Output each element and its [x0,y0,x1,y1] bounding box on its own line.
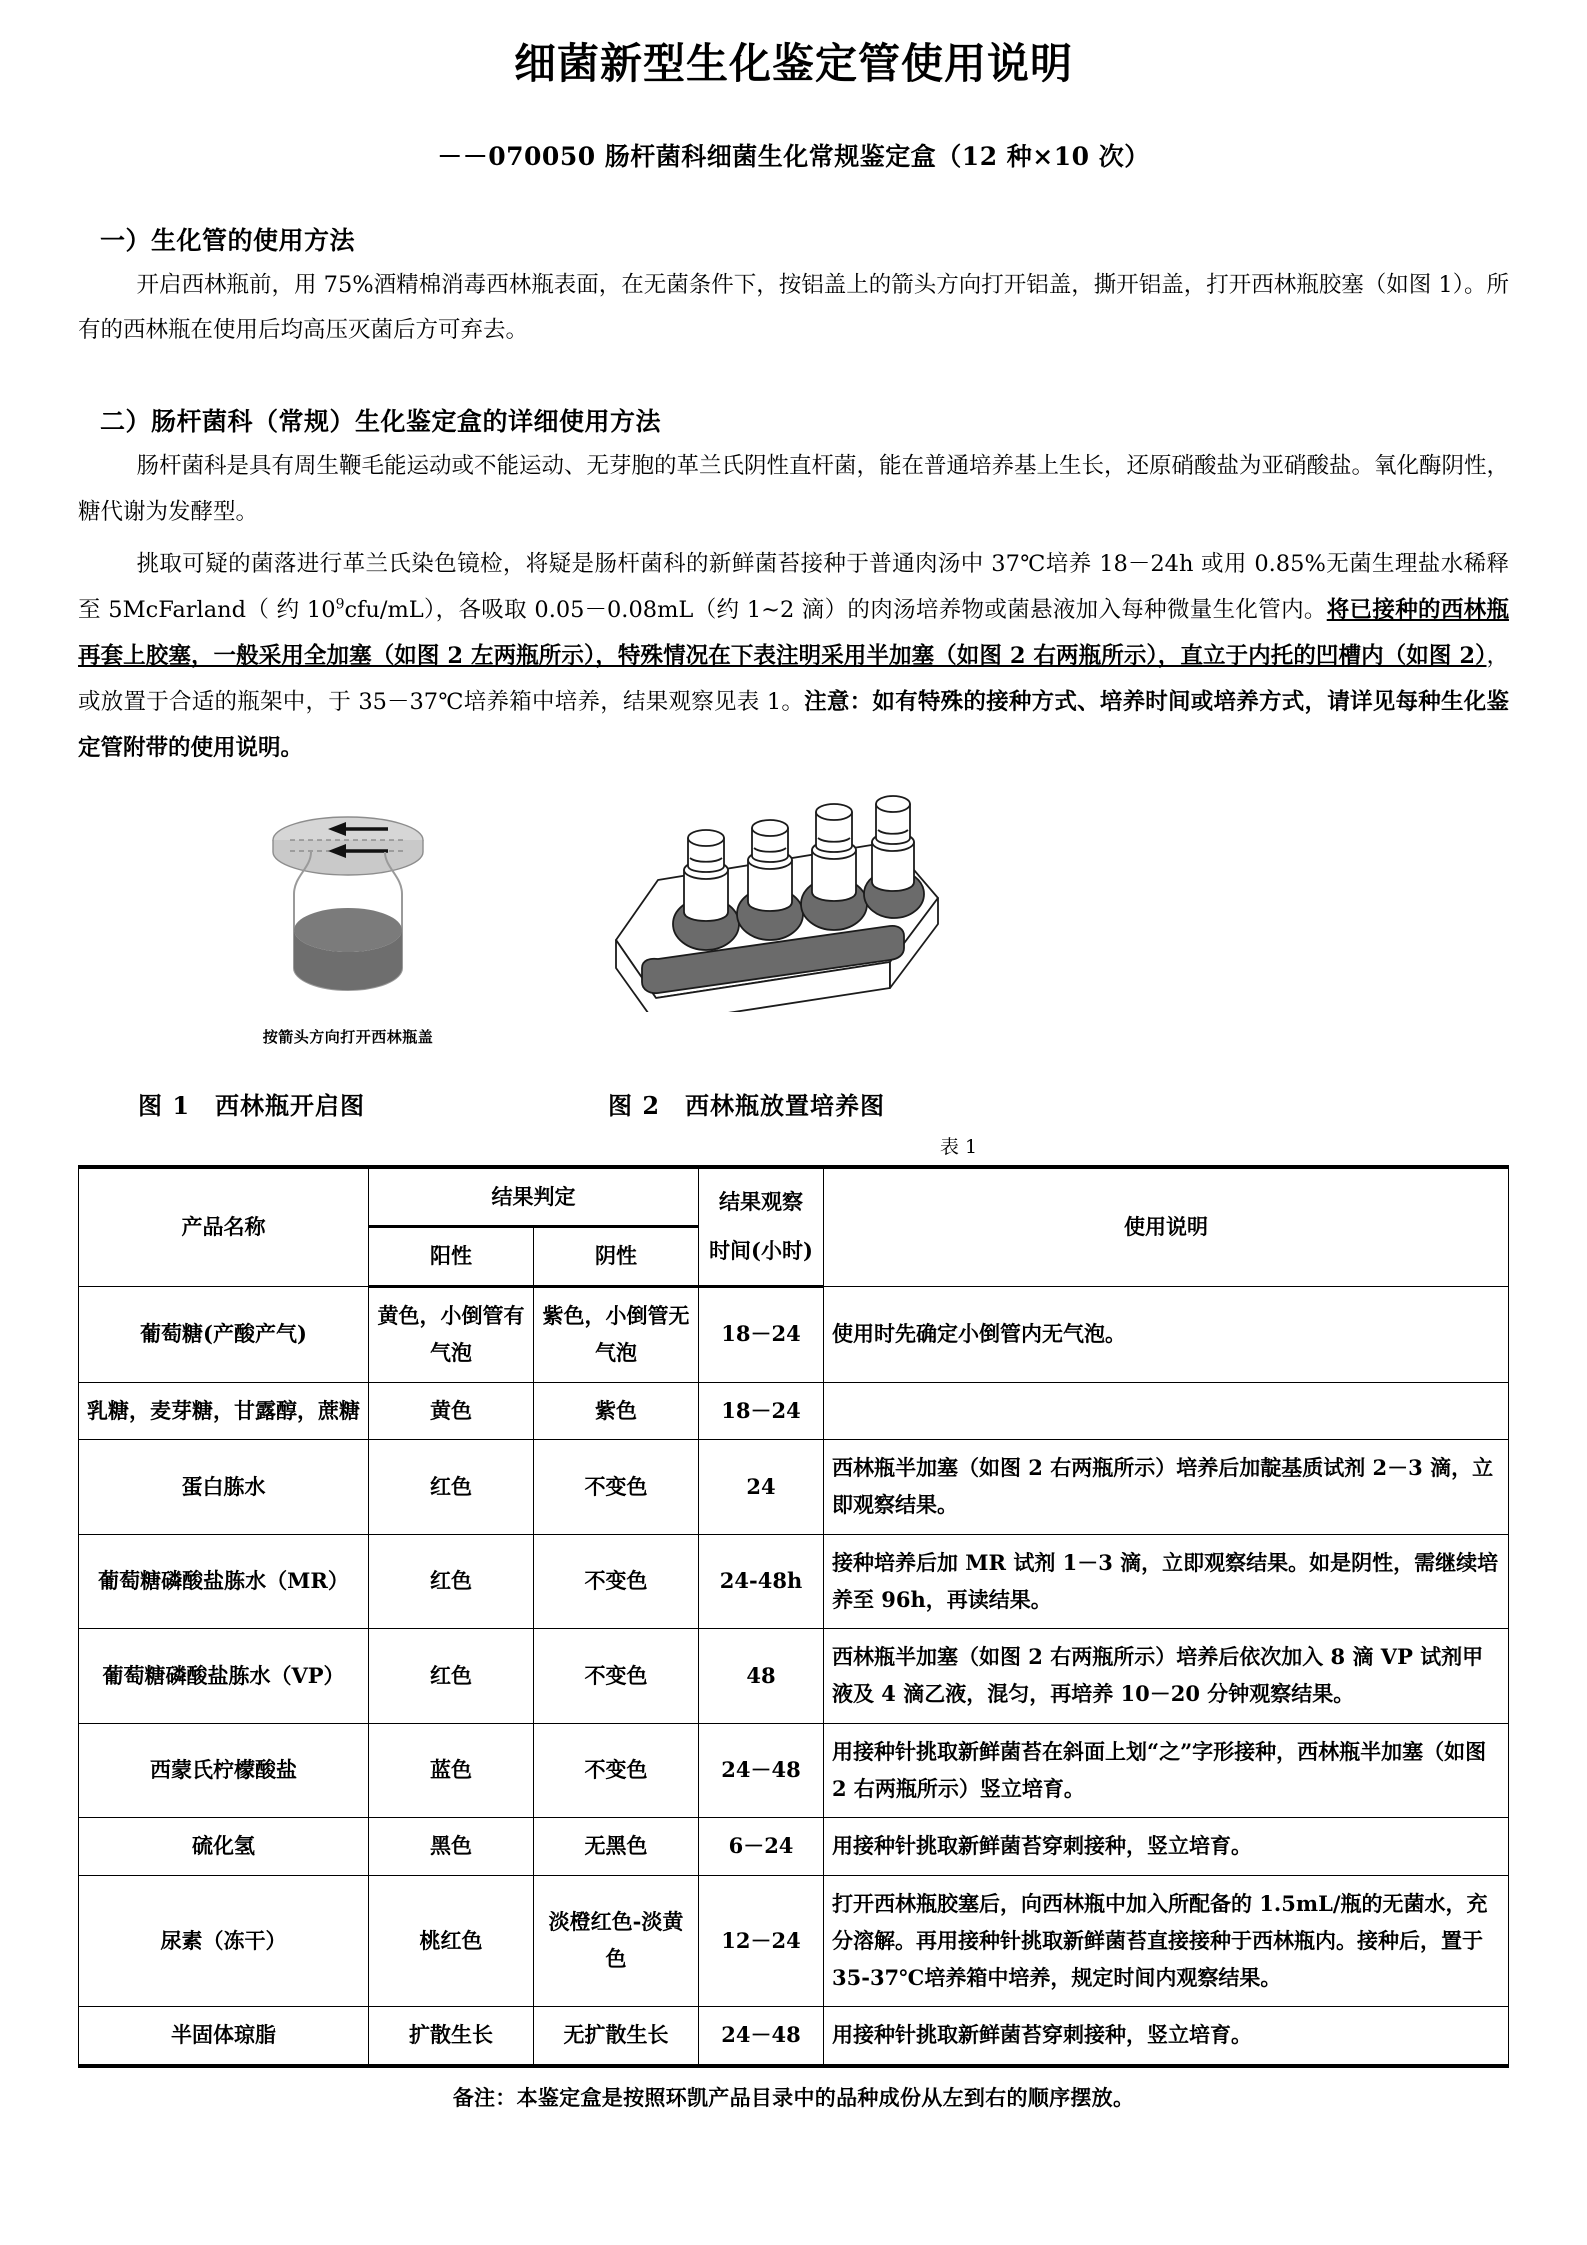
identification-table [78,1165,1509,2069]
cell-negative: 无扩散生长 [534,2007,699,2066]
cell-negative: 不变色 [534,1723,699,1818]
section-2-paragraph-1: 肠杆菌科是具有周生鞭毛能运动或不能运动、无芽胞的革兰氏阴性直杆菌，能在普通培养基上生长，还原硝酸盐为亚硝酸盐。氧化酶阴性，糖代谢为发酵型。 [78,453,1510,526]
cell-negative: 不变色 [534,1629,699,1724]
cell-time: 24 [699,1440,824,1535]
cell-instruction: 用接种针挑取新鲜菌苔穿刺接种，竖立培育。 [824,2007,1509,2066]
header-observe-time: 时间(小时) [699,1227,824,1287]
cell-positive: 蓝色 [369,1723,534,1818]
cell-positive: 红色 [369,1534,534,1629]
cell-instruction: 打开西林瓶胶塞后，向西林瓶中加入所配备的 1.5mL/瓶的无菌水，充分溶解。再用接种针挑取新鲜菌苔直接接种于西林瓶内。接种后，置于 35-37℃培养箱中培养，规定时间内观察结果。 [824,1876,1509,2007]
para2-note: 注意：如有特殊的接种方式、培养时间或培养方式，请详见每种生化鉴定管附带的使用说明。 [78,688,1509,761]
table-body [79,1287,1509,2067]
header-product: 产品名称 [79,1167,369,1287]
cell-instruction: 接种培养后加 MR 试剂 1－3 滴，立即观察结果。如是阴性，需继续培养至 96h，再读结果。 [824,1534,1509,1629]
cell-product: 半固体琼脂 [79,2007,369,2066]
cell-instruction: 用接种针挑取新鲜菌苔在斜面上划“之”字形接种，西林瓶半加塞（如图 2 右两瓶所示）竖立培育。 [824,1723,1509,1818]
figure-2-caption: 图 2 西林瓶放置培养图 [608,1090,886,1120]
cell-product: 西蒙氏柠檬酸盐 [79,1723,369,1818]
cell-time: 18－24 [699,1382,824,1440]
cell-time: 6－24 [699,1818,824,1876]
cell-instruction: 用接种针挑取新鲜菌苔穿刺接种，竖立培育。 [824,1818,1509,1876]
cell-instruction: 使用时先确定小倒管内无气泡。 [824,1287,1509,1383]
cell-time: 24－48 [699,1723,824,1818]
header-instructions: 使用说明 [824,1167,1509,1287]
cell-instruction: 西林瓶半加塞（如图 2 右两瓶所示）培养后依次加入 8 滴 VP 试剂甲液及 4 滴乙液，混匀，再培养 10－20 分钟观察结果。 [824,1629,1509,1724]
figure-1 [198,790,498,1047]
table-row [79,2007,1509,2066]
table-row [79,1629,1509,1724]
section-1-heading: 一）生化管的使用方法 [100,225,356,255]
table-header-row-1 [79,1167,1509,1227]
header-positive: 阳性 [369,1227,534,1287]
table-row [79,1876,1509,2007]
cell-positive: 红色 [369,1440,534,1535]
figure-1-inner-caption: 按箭头方向打开西林瓶盖 [262,1027,434,1046]
cell-product: 硫化氢 [79,1818,369,1876]
cell-product: 葡萄糖磷酸盐胨水（VP） [79,1629,369,1724]
para2-part1: 挑取可疑的菌落进行革兰氏染色镜检，将疑是肠杆菌科的新鲜菌苔接种于普通肉汤中 37℃培养 18－24h 或用 0.85%无菌生理盐水稀释至 5McFarland（ 约 10 [78,551,1509,623]
figure-2 [538,762,958,1016]
table-row [79,1382,1509,1440]
para2-exponent: 9 [335,596,345,613]
cell-positive: 黄色，小倒管有气泡 [369,1287,534,1383]
table-footnote: 备注：本鉴定盒是按照环凯产品目录中的品种成份从左到右的顺序摆放。 [452,2085,1135,2111]
header-observe: 结果观察 [699,1167,824,1227]
cell-product: 葡萄糖磷酸盐胨水（MR） [79,1534,369,1629]
cell-positive: 黄色 [369,1382,534,1440]
page-subtitle: －－070050 肠杆菌科细菌生化常规鉴定盒（12 种×10 次） [437,141,1150,171]
header-negative: 阴性 [534,1227,699,1287]
cell-positive: 扩散生长 [369,2007,534,2066]
cell-time: 18－24 [699,1287,824,1383]
cell-time: 24-48h [699,1534,824,1629]
table-row [79,1287,1509,1383]
table-label: 表 1 [939,1135,978,1158]
table-row [79,1818,1509,1876]
para2-part3: ，或放置于合适的瓶架中，于 35－37℃培养箱中培养，结果观察见表 1。 [78,642,1509,715]
cell-time: 48 [699,1629,824,1724]
header-result-judge: 结果判定 [369,1167,699,1227]
cell-negative: 不变色 [534,1440,699,1535]
cell-product: 蛋白胨水 [79,1440,369,1535]
cell-negative: 不变色 [534,1534,699,1629]
page-title: 细菌新型生化鉴定管使用说明 [513,39,1073,88]
vial-opening-illustration [198,790,498,1020]
cell-time: 24－48 [699,2007,824,2066]
cell-negative: 紫色 [534,1382,699,1440]
cell-negative: 淡橙红色-淡黄色 [534,1876,699,2007]
table-row [79,1723,1509,1818]
vial-rack-illustration [538,762,958,1012]
figure-captions [78,1086,1509,1132]
cell-time: 12－24 [699,1876,824,2007]
para2-part2: cfu/mL），各吸取 0.05－0.08mL（约 1~2 滴）的肉汤培养物或菌悬液加入每种微量生化管内。 [344,596,1327,623]
table-row [79,1440,1509,1535]
section-1-paragraph: 开启西林瓶前，用 75%酒精棉消毒西林瓶表面，在无菌条件下，按铝盖上的箭头方向打开铝盖，撕开铝盖，打开西林瓶胶塞（如图 1）。所有的西林瓶在使用后均高压灭菌后方可弃去。 [78,271,1509,344]
cell-negative: 无黑色 [534,1818,699,1876]
cell-positive: 桃红色 [369,1876,534,2007]
table-row [79,1534,1509,1629]
cell-product: 葡萄糖(产酸产气) [79,1287,369,1383]
figure-1-caption: 图 1 西林瓶开启图 [138,1090,366,1120]
cell-positive: 红色 [369,1629,534,1724]
cell-instruction [824,1382,1509,1440]
figures-row [78,780,1509,1080]
section-2-paragraph-2 [78,542,1509,771]
cell-product: 乳糖，麦芽糖，甘露醇，蔗糖 [79,1382,369,1440]
cell-positive: 黑色 [369,1818,534,1876]
section-2-heading: 二）肠杆菌科（常规）生化鉴定盒的详细使用方法 [100,407,662,437]
cell-product: 尿素（冻干） [79,1876,369,2007]
cell-instruction: 西林瓶半加塞（如图 2 右两瓶所示）培养后加靛基质试剂 2－3 滴，立即观察结果。 [824,1440,1509,1535]
para2-underlined-emphasis: 将已接种的西林瓶再套上胶塞，一般采用全加塞（如图 2 左两瓶所示），特殊情况在下表注明采用半加塞（如图 2 右两瓶所示），直立于内托的凹槽内（如图 2） [78,596,1509,669]
cell-negative: 紫色，小倒管无气泡 [534,1287,699,1383]
